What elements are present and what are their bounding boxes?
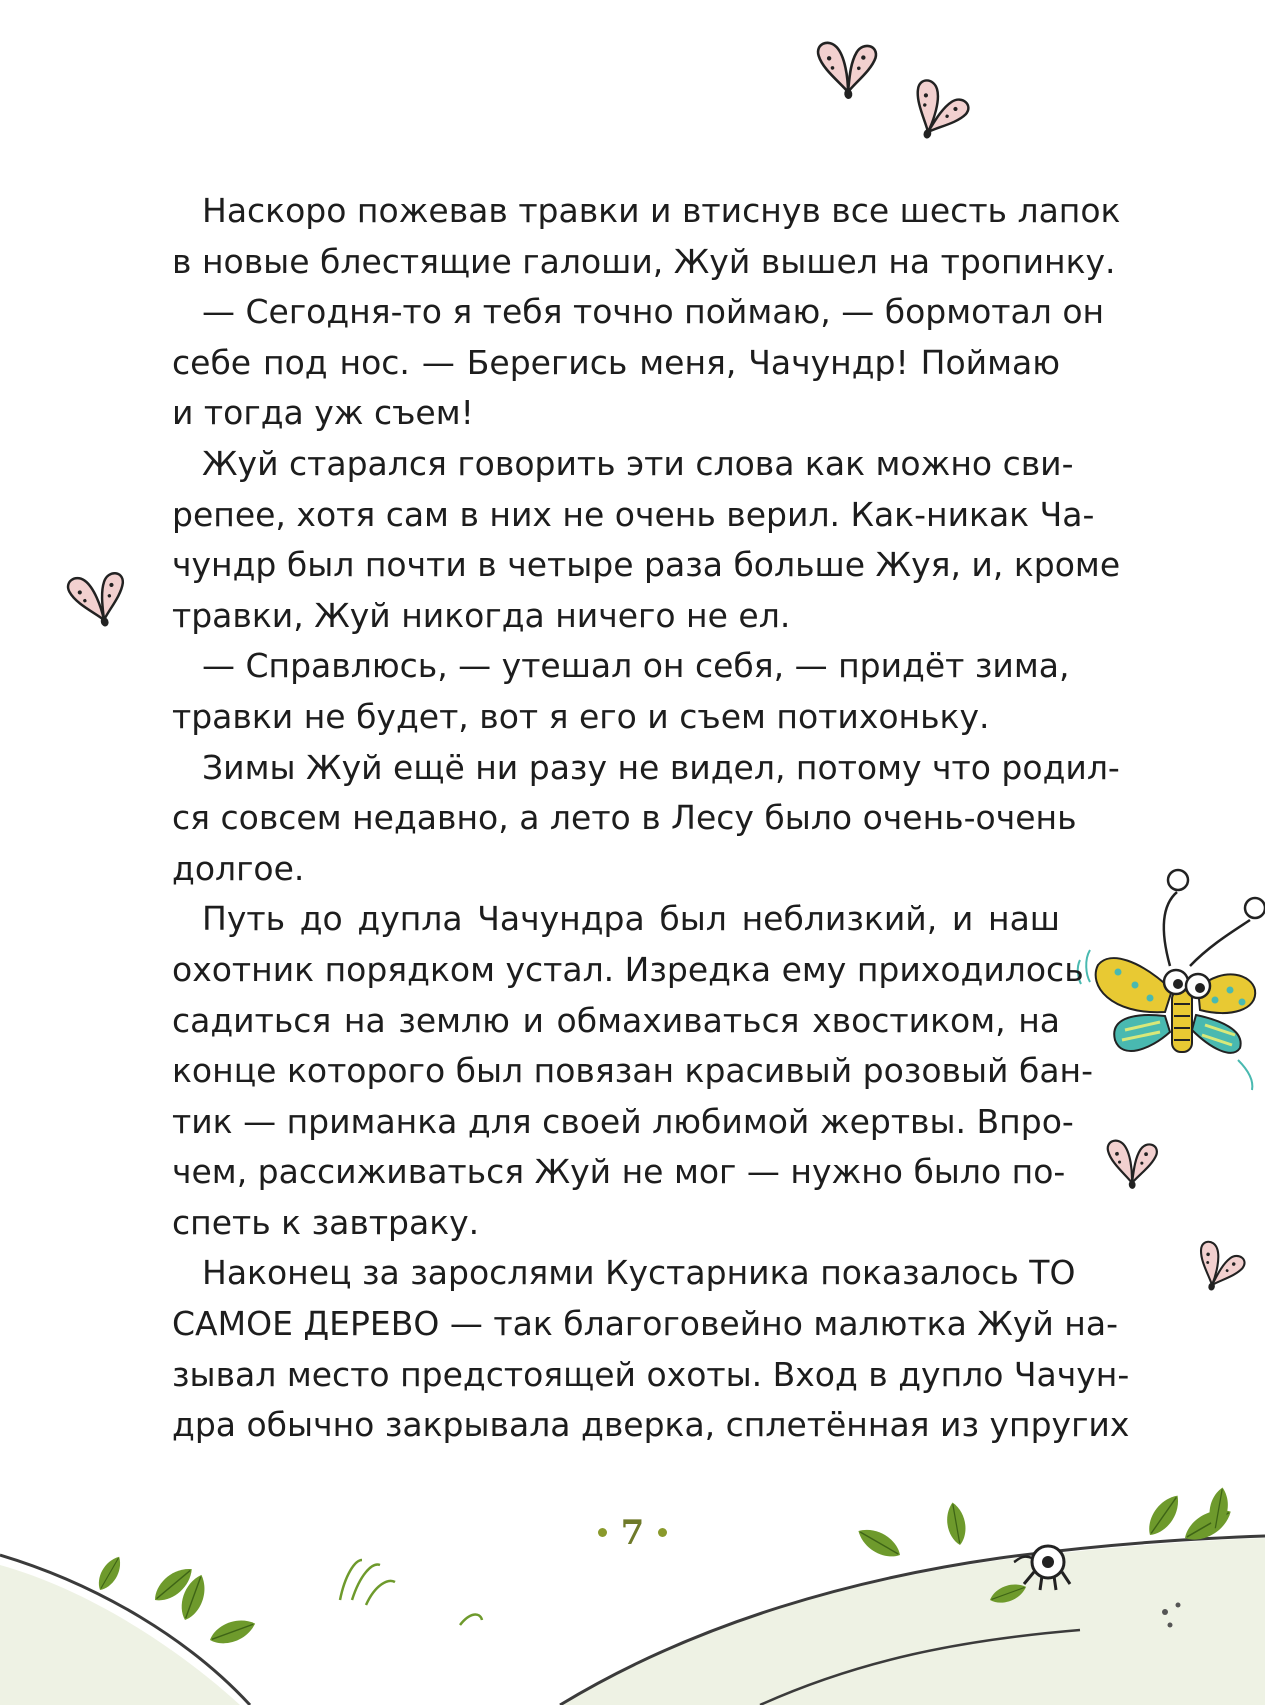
text-line: конце которого был повязан красивый розовый бан- [172, 1051, 1094, 1091]
text-line: САМОЕ ДЕРЕВО — так благоговейно малютка Жуй на- [172, 1304, 1118, 1344]
text-line: Путь до дупла Чачундра был неблизкий, и наш [202, 899, 1060, 939]
text-line: репее, хотя сам в них не очень верил. Как-никак Ча- [172, 494, 1095, 534]
text-line: травки не будет, вот я его и съем потихоньку. [172, 696, 990, 736]
text-line: Наскоро пожевав травки и втиснув все шесть лапок [202, 191, 1121, 230]
text-line: чем, рассиживаться Жуй не мог — нужно было по- [172, 1152, 1066, 1192]
text-line: травки, Жуй никогда ничего не ел. [172, 595, 791, 635]
text-line: спеть к завтраку. [172, 1202, 480, 1242]
paragraph [172, 287, 1105, 439]
text-line: чундр был почти в четыре раза больше Жуя, и, кроме [172, 545, 1121, 585]
text-line: зывал место предстоящей охоты. Вход в дупло Чачун- [172, 1354, 1130, 1394]
text-line: Зимы Жуй ещё ни разу не видел, потому что родил- [202, 747, 1120, 787]
moth-icon [817, 36, 882, 102]
story-text [172, 186, 1130, 1451]
text-line: и тогда уж съем! [172, 393, 474, 433]
paragraph [172, 894, 1094, 1248]
moth-icon [1107, 1136, 1161, 1191]
text-line: в новые блестящие галоши, Жуй вышел на тропинку. [172, 241, 1116, 281]
text-line: себе под нос. — Берегись меня, Чачундр! Поймаю [172, 342, 1060, 382]
paragraph [172, 186, 1121, 287]
text-line: охотник порядком устал. Изредка ему приходилось [172, 949, 1084, 989]
paragraph [172, 743, 1120, 895]
page-number-value: 7 [620, 1513, 645, 1553]
page-number [0, 1513, 1265, 1553]
text-line: дра обычно закрывала дверка, сплетённая из упругих [172, 1405, 1130, 1445]
paragraph [172, 439, 1121, 641]
text-line: Наконец за зарослями Кустарника показалось ТО [202, 1253, 1076, 1293]
text-line: долгое. [172, 848, 305, 888]
page-number-dot-right [658, 1528, 667, 1537]
text-line: тик — приманка для своей любимой жертвы. Впро- [172, 1101, 1074, 1141]
moth-icon [1192, 1240, 1248, 1297]
paragraph [172, 1248, 1130, 1450]
text-line: — Сегодня-то я тебя точно поймаю, — бормотал он [202, 292, 1105, 332]
moth-icon [904, 78, 973, 148]
moth-icon [66, 563, 136, 634]
text-line: садиться на землю и обмахиваться хвостиком, на [172, 1000, 1060, 1040]
butterfly-icon [1078, 870, 1265, 1090]
page-number-dot-left [598, 1528, 607, 1537]
paragraph [172, 641, 1070, 742]
text-line: — Справлюсь, — утешал он себя, — придёт зима, [202, 646, 1070, 686]
text-line: ся совсем недавно, а лето в Лесу было очень-очень [172, 798, 1077, 838]
text-line: Жуй старался говорить эти слова как можно сви- [202, 443, 1074, 483]
